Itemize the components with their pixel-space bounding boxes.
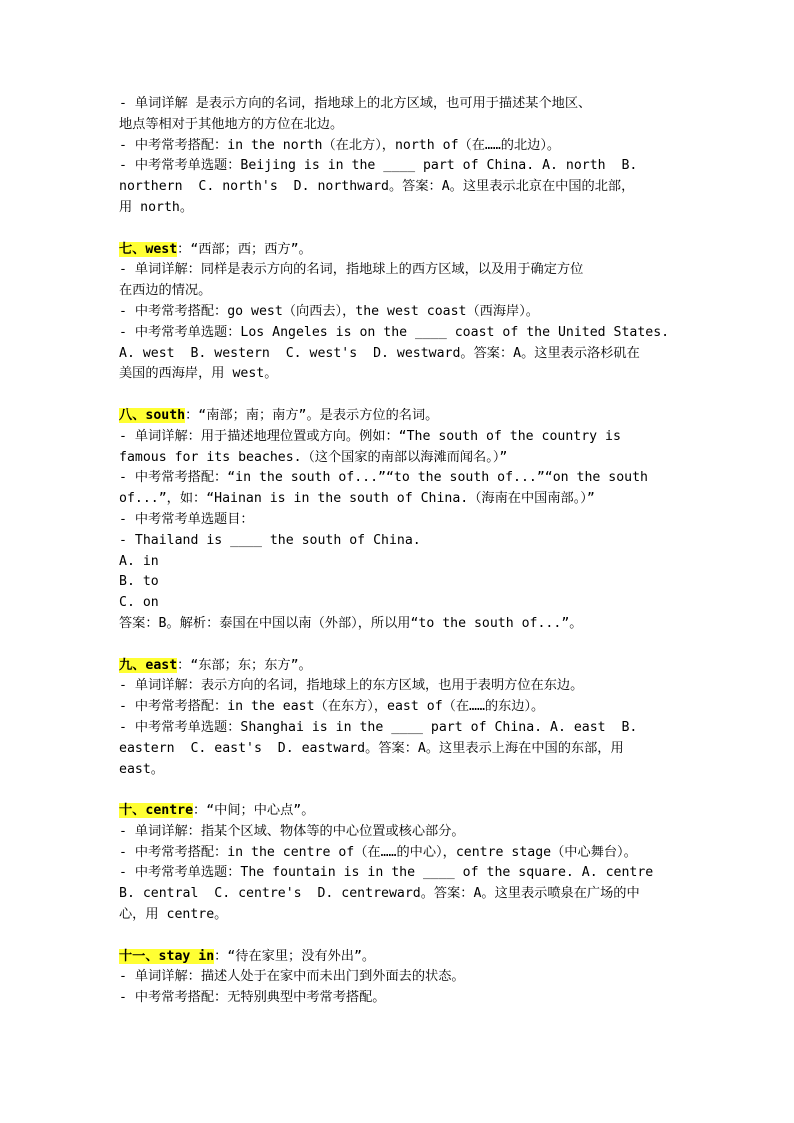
heading-rest: ：“西部；西；西方”。	[177, 241, 312, 257]
text-line: - Thailand is ____ the south of China.	[119, 532, 421, 548]
text-line: - 单词详解：指某个区域、物体等的中心位置或核心部分。	[119, 823, 465, 839]
document-page	[119, 94, 681, 1009]
text-line: - 中考常考搭配：in the east（在东方），east of（在……的东边）。	[119, 699, 545, 715]
text-line: - 中考常考搭配：in the centre of（在……的中心），centre stage（中心舞台）。	[119, 844, 637, 860]
paragraph-gap	[119, 926, 681, 947]
text-line: eastern C. east's D. eastward。答案：A。这里表示上海在中国的东部，用	[119, 740, 624, 756]
paragraph-gap	[119, 219, 681, 240]
text-line: C. on	[119, 595, 159, 611]
text-line: 答案：B。解析：泰国在中国以南（外部），所以用“to the south of...”。	[119, 615, 583, 631]
text-line: 心，用 centre。	[119, 907, 228, 923]
text-line: - 单词详解：表示方向的名词，指地球上的东方区域，也用于表明方位在东边。	[119, 678, 584, 694]
text-line: northern C. north's D. northward。答案：A。这里表示北京在中国的北部，	[119, 179, 635, 195]
heading-rest: ：“待在家里；没有外出”。	[214, 948, 376, 964]
text-line: - 单词详解：同样是表示方向的名词，指地球上的西方区域，以及用于确定方位	[119, 262, 584, 278]
heading-highlight: 十、centre	[119, 803, 194, 819]
section-heading	[119, 240, 681, 261]
text-line: A. in	[119, 553, 159, 569]
heading-rest: ：“南部；南；南方”。是表示方位的名词。	[185, 407, 439, 423]
paragraph-gap	[119, 780, 681, 801]
section-heading	[119, 947, 681, 968]
section-north	[119, 94, 681, 219]
text-line: A. west B. western C. west's D. westward。答案：A。这里表示洛杉矶在	[119, 345, 640, 361]
section-centre	[119, 801, 681, 926]
heading-highlight: 十一、stay in	[119, 948, 215, 964]
text-line: - 中考常考搭配：无特别典型中考常考搭配。	[119, 990, 386, 1006]
heading-rest: ：“东部；东；东方”。	[177, 657, 312, 673]
text-line: famous for its beaches.（这个国家的南部以海滩而闻名。）”	[119, 449, 508, 465]
text-line: - 中考常考单选题：The fountain is in the ____ of the square. A. centre	[119, 865, 654, 881]
section-stay-in	[119, 947, 681, 1009]
section-heading	[119, 801, 681, 822]
text-line: B. to	[119, 574, 159, 590]
heading-highlight: 七、west	[119, 241, 178, 257]
heading-rest: ：“中间；中心点”。	[193, 803, 315, 819]
text-line: - 中考常考搭配：in the north（在北方），north of（在……的北边）。	[119, 137, 561, 153]
section-heading	[119, 406, 681, 427]
text-line: of...”，如：“Hainan is in the south of China.（海南在中国南部。）”	[119, 491, 595, 507]
text-line: - 单词详解：用于描述地理位置或方向。例如：“The south of the country is	[119, 428, 621, 444]
text-line: - 单词详解：描述人处于在家中而未出门到外面去的状态。	[119, 969, 465, 985]
paragraph-gap	[119, 385, 681, 406]
paragraph-gap	[119, 635, 681, 656]
text-line: east。	[119, 761, 164, 777]
text-line: - 中考常考单选题：Shanghai is in the ____ part of China. A. east B.	[119, 719, 638, 735]
text-line: - 中考常考单选题：Beijing is in the ____ part of China. A. north B.	[119, 158, 638, 174]
section-west	[119, 240, 681, 386]
text-line: - 单词详解 是表示方向的名词，指地球上的北方区域，也可用于描述某个地区、	[119, 96, 592, 111]
section-south	[119, 406, 681, 635]
text-line: 美国的西海岸，用 west。	[119, 366, 278, 382]
text-line: - 中考常考搭配：“in the south of...”“to the south of...”“on the south	[119, 470, 648, 486]
text-line: 用 north。	[119, 199, 194, 215]
text-line: 地点等相对于其他地方的方位在北边。	[119, 116, 344, 132]
text-line: 在西边的情况。	[119, 283, 212, 299]
text-line: - 中考常考单选题：Los Angeles is on the ____ coast of the United States.	[119, 324, 670, 340]
heading-highlight: 九、east	[119, 657, 178, 673]
heading-highlight: 八、south	[119, 407, 186, 423]
text-line: - 中考常考搭配：go west（向西去），the west coast（西海岸）。	[119, 303, 539, 319]
section-heading	[119, 656, 681, 677]
text-line: - 中考常考单选题目：	[119, 511, 254, 527]
section-east	[119, 656, 681, 781]
text-line: B. central C. centre's D. centreward。答案：A。这里表示喷泉在广场的中	[119, 886, 640, 902]
